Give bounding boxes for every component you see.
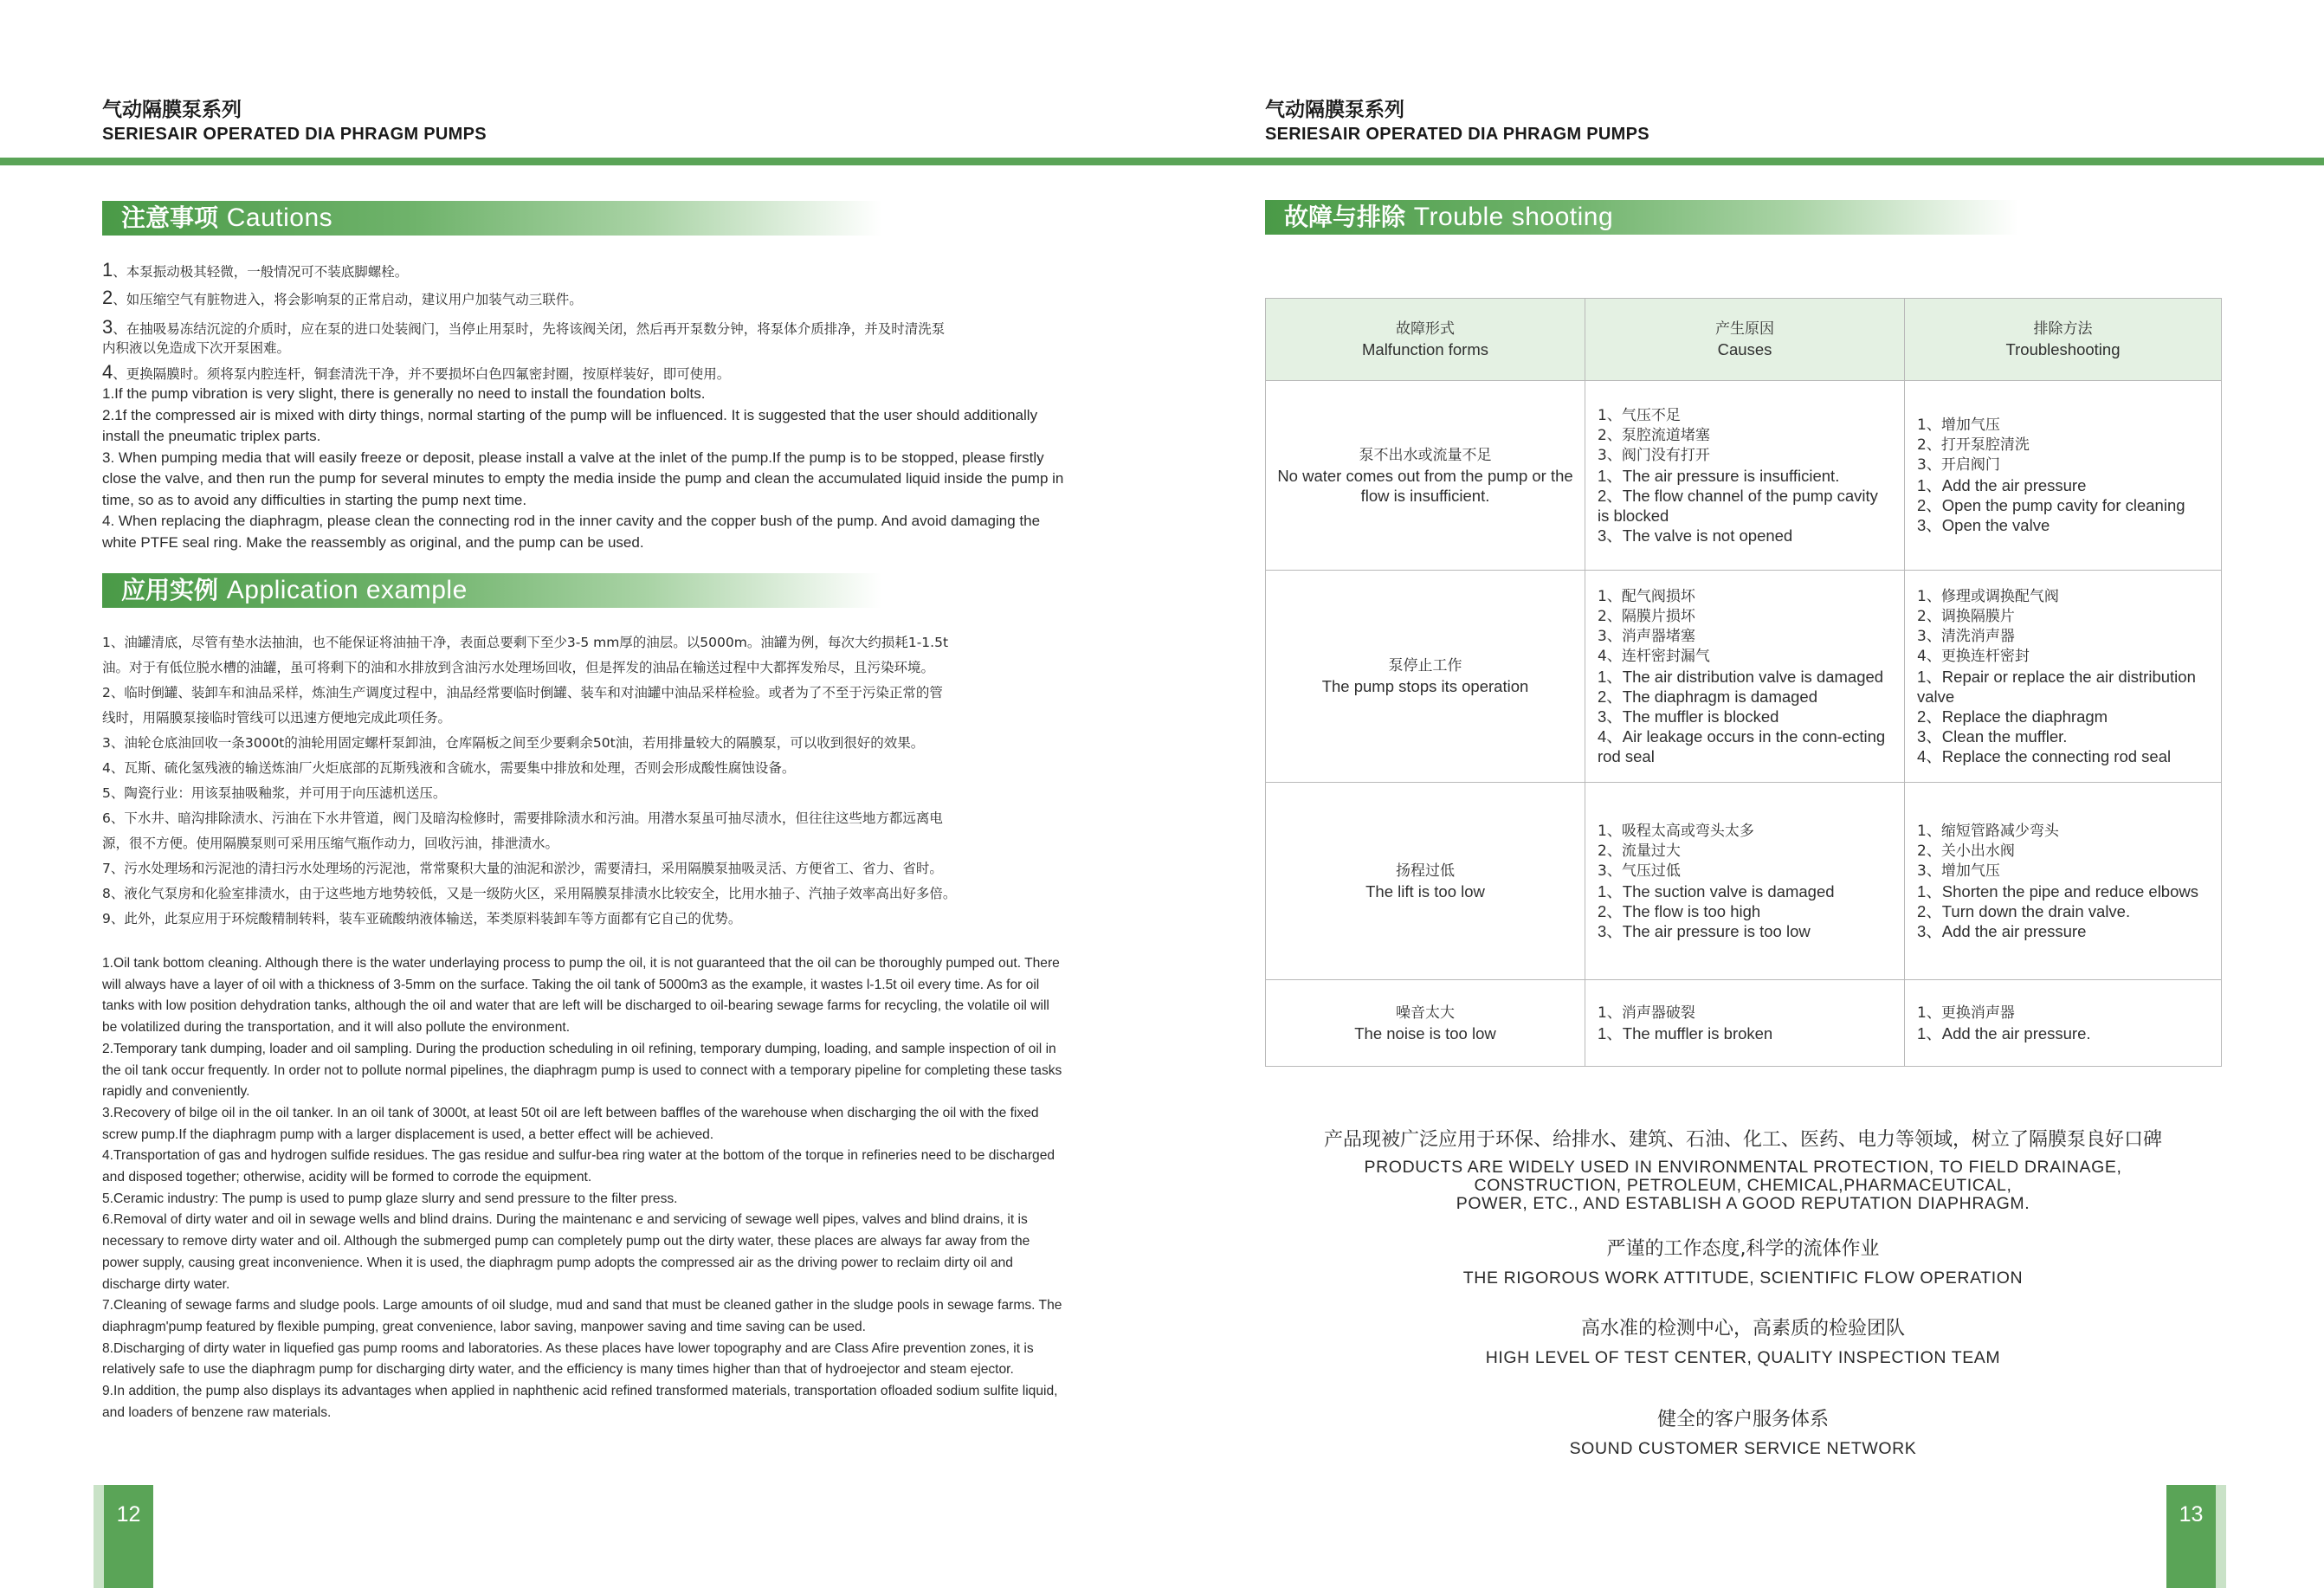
list-item: 7、污水处理场和污泥池的清扫污水处理场的污泥池，常常聚积大量的油泥和淤沙，需要清扫，采用隔膜泵抽吸灵活、方便省工、省力、省时。 <box>102 861 943 876</box>
slogan-zh: 产品现被广泛应用于环保、给排水、建筑、石油、化工、医药、电力等领域，树立了隔膜泵良好口碑 <box>1323 1129 2162 1151</box>
page-header-left <box>102 97 487 145</box>
list-item: 6、下水井、暗沟排除渍水、污油在下水井管道，阀门及暗沟检修时，需要排除渍水和污油。用潜水泵虽可抽尽渍水，但往往这些地方都远离电 <box>102 810 943 826</box>
list-item: 1、本泵振动极其轻微，一般情况可不装底脚螺栓。 <box>102 259 409 281</box>
cautions-title-en: Cautions <box>226 203 333 232</box>
table-row <box>1266 980 2222 1067</box>
list-item: 2、临时倒罐、装卸车和油品采样，炼油生产调度过程中，油品经常要临时倒罐、装车和对油罐中油品采样检验。或者为了不至于污染正常的管 <box>102 685 943 700</box>
cautions-title-zh: 注意事项 <box>121 203 219 232</box>
column-header: 产生原因 Causes <box>1585 299 1905 381</box>
slogan-zh: 健全的客户服务体系 <box>1656 1409 1829 1430</box>
list-item: 9.In addition, the pump also displays its advantages when applied in naphthenic acid refined transformed materials, transportation ofloaded sodium sulfite liquid, and loaders of benzene raw materials. <box>102 1384 1058 1420</box>
page-tab-shadow <box>2216 1485 2226 1588</box>
list-item: 4、瓦斯、硫化氢残液的输送炼油厂火炬底部的瓦斯残液和含硫水，需要集中排放和处理，否则会形成酸性腐蚀设备。 <box>102 760 796 776</box>
causes-cell: 1、吸程太高或弯头太多 2、流量过大 3、气压过低 1、The suction valve is damaged 2、The flow is too high 3、The air pressure is too low <box>1585 783 1905 980</box>
fixes-cell: 1、修理或调换配气阀 2、调换隔膜片 3、清洗消声器 4、更换连杆密封 1、Repair or replace the air distribution valve 2、Replace the diaphragm 3、Clean the muffler. 4、Replace the connecting rod seal <box>1905 571 2222 783</box>
slogan-block <box>1265 1316 2221 1367</box>
slogan-en: HIGH LEVEL OF TEST CENTER, QUALITY INSPECTION TEAM <box>1485 1348 2001 1367</box>
table-row <box>1266 571 2222 783</box>
application-zh-list <box>102 630 1068 932</box>
fixes-cell: 1、增加气压 2、打开泵腔清洗 3、开启阀门 1、Add the air pressure 2、Open the pump cavity for cleaning 3、Open the valve <box>1905 381 2222 571</box>
causes-cell: 1、配气阀损坏 2、隔膜片损坏 3、消声器堵塞 4、连杆密封漏气 1、The air distribution valve is damaged 2、The diaphragm is damaged 3、The muffler is blocked 4、Air leakage occurs in the conn-ecting rod seal <box>1585 571 1905 783</box>
slogan-en: CONSTRUCTION, PETROLEUM, CHEMICAL,PHARMACEUTICAL, <box>1474 1176 2012 1195</box>
list-item: 2.Temporary tank dumping, loader and oil sampling. During the production scheduling in oil refining, temporary dumping, loading, and sample inspection of oil in the oil tank occur frequently. In order not to pollute normal pipelines, the diaphragm pump is used to connect with a temporary pipeline for completing these tasks rapidly and conveniently. <box>102 1041 1062 1100</box>
malfunction-cell: 泵不出水或流量不足 No water comes out from the pump or the flow is insufficient. <box>1266 381 1585 571</box>
slogan-block <box>1265 1127 2221 1213</box>
list-item: 2、如压缩空气有脏物进入，将会影响泵的正常启动，建议用户加装气动三联件。 <box>102 287 583 308</box>
application-title-zh: 应用实例 <box>121 576 219 604</box>
list-item-continued: 内积液以免造成下次开泵困难。 <box>102 340 291 356</box>
cautions-zh-list <box>102 257 1068 387</box>
troubleshooting-title-zh: 故障与排除 <box>1284 203 1406 231</box>
page-tab-shadow <box>94 1485 104 1588</box>
header-divider <box>0 158 2324 165</box>
list-item: 4. When replacing the diaphragm, please clean the connecting rod in the inner cavity and the copper bush of the pump. And avoid damaging the white PTFE seal ring. Make the reassembly as original, and the pump can be used. <box>102 513 1041 551</box>
list-item: 5.Ceramic industry: The pump is used to pump glaze slurry and send pressure to the filter press. <box>102 1191 678 1206</box>
list-item: 8.Discharging of dirty water in liquefied gas pump rooms and laboratories. As these places have lower topography and are Class Afire prevention zones, it is relatively safe to use the diaphragm pump for discharging dirty water, and the efficiency is many times higher than that of hydroejector and steam ejector. <box>102 1340 1034 1378</box>
application-title-en: Application example <box>226 576 468 604</box>
slogan-en: THE RIGOROUS WORK ATTITUDE, SCIENTIFIC FLOW OPERATION <box>1462 1268 2024 1288</box>
list-item: 9、此外，此泵应用于环烷酸精制转料，装车亚硫酸纳液体输送，苯类原料装卸车等方面都有它自己的优势。 <box>102 911 742 926</box>
fixes-cell: 1、缩短管路减少弯头 2、关小出水阀 3、增加气压 1、Shorten the pipe and reduce elbows 2、Turn down the drain valve. 3、Add the air pressure <box>1905 783 2222 980</box>
list-item: 油。对于有低位脱水槽的油罐，虽可将剩下的油和水排放到含油污水处理场回收，但是挥发的油品在输送过程中大都挥发殆尽，且污染环境。 <box>102 660 935 675</box>
list-item: 1.If the pump vibration is very slight, there is generally no need to install the foundation bolts. <box>102 385 706 402</box>
list-item: 1、油罐清底，尽管有垫水法抽油，也不能保证将油抽干净，表面总要剩下至少3-5 mm厚的油层。以5000m。油罐为例，每次大约损耗1-1.5t <box>102 635 949 650</box>
slogan-zh: 严谨的工作态度,科学的流体作业 <box>1606 1238 1880 1260</box>
troubleshooting-table <box>1265 298 2222 1067</box>
header-title-en: SERIESAIR OPERATED DIA PHRAGM PUMPS <box>102 125 487 144</box>
slogan-en: POWER, ETC., AND ESTABLISH A GOOD REPUTATION DIAPHRAGM. <box>1456 1194 2030 1213</box>
list-item: 3. When pumping media that will easily freeze or deposit, please install a valve at the inlet of the pump.If the pump is to be stopped, please firstly close the valve, and then run the pump for several minutes to empty the media inside the pump and clean the accumulated liquid inside the pump in time, so as to avoid any difficulties in starting the pump next time. <box>102 449 1064 508</box>
column-header: 故障形式 Malfunction forms <box>1266 299 1585 381</box>
causes-cell: 1、气压不足 2、泵腔流道堵塞 3、阀门没有打开 1、The air pressure is insufficient. 2、The flow channel of the pump cavity is blocked 3、The valve is not opened <box>1585 381 1905 571</box>
header-title-zh: 气动隔膜泵系列 <box>1265 99 1404 121</box>
list-item: 8、液化气泵房和化验室排渍水，由于这些地方地势较低，又是一级防火区，采用隔膜泵排渍水比较安全，比用水抽子、汽抽子效率高出好多倍。 <box>102 886 957 901</box>
list-item: 3、油轮仓底油回收一条3000t的油轮用固定螺杆泵卸油，仓库隔板之间至少要剩余50t油，若用排量较大的隔膜泵，可以收到很好的效果。 <box>102 735 925 751</box>
list-item: 2.1f the compressed air is mixed with dirty things, normal starting of the pump will be influenced. It is suggested that the user should additionally install the pneumatic triplex parts. <box>102 406 1038 444</box>
page-header-right <box>1265 97 1649 145</box>
table-header-row <box>1266 299 2222 381</box>
column-header: 排除方法 Troubleshooting <box>1905 299 2222 381</box>
slogan-block <box>1265 1236 2221 1288</box>
troubleshooting-title-en: Trouble shooting <box>1413 203 1614 231</box>
list-item: 4、更换隔膜时。须将泵内腔连杆，铜套清洗干净，并不要损坏白色四氟密封圈，按原样装好，即可使用。 <box>102 361 731 383</box>
list-item: 6.Removal of dirty water and oil in sewage wells and blind drains. During the maintenanc e and servicing of sewage well pipes, valves and blind drains, it is necessary to remove dirty water and oil. Although the submerged pump can completely pump out the dirty water, these places are always far away from the power supply, causing great inconvenience. When it is used, the diaphragm pump adopts the compressed air as the driving power to reclaim dirty oil and discharge dirty water. <box>102 1212 1030 1292</box>
slogan-en: PRODUCTS ARE WIDELY USED IN ENVIRONMENTAL PROTECTION, TO FIELD DRAINAGE, <box>1364 1158 2122 1177</box>
page-number-left: 12 <box>104 1485 153 1588</box>
cautions-en-list <box>102 384 1068 553</box>
table-row <box>1266 381 2222 571</box>
application-en-list <box>102 953 1063 1423</box>
list-item: 5、陶瓷行业：用该泵抽吸釉浆，并可用于向压滤机送压。 <box>102 785 447 801</box>
malfunction-cell: 扬程过低 The lift is too low <box>1266 783 1585 980</box>
malfunction-cell: 泵停止工作 The pump stops its operation <box>1266 571 1585 783</box>
list-item: 7.Cleaning of sewage farms and sludge pools. Large amounts of oil sludge, mud and sand that must be cleaned gather in the sludge pools in sewage farms. The diaphragm'pump featured by flexible pumping, great convenience, labor saving, manpower saving and time saving can be used. <box>102 1298 1062 1334</box>
application-heading <box>102 573 881 608</box>
page-number-right: 13 <box>2166 1485 2216 1588</box>
table-row <box>1266 783 2222 980</box>
header-title-en: SERIESAIR OPERATED DIA PHRAGM PUMPS <box>1265 125 1649 144</box>
list-item: 4.Transportation of gas and hydrogen sulfide residues. The gas residue and sulfur-bea ring water at the bottom of the torque in refineries need to be discharged and disposed together; otherwise, acidity will be formed to corrode the equipment. <box>102 1148 1055 1185</box>
list-item: 3.Recovery of bilge oil in the oil tanker. In an oil tank of 3000t, at least 50t oil are left between baffles of the warehouse when discharging the oil with the fixed screw pump.If the diaphragm pump with a larger displacement is used, a better effect will be achieved. <box>102 1105 1039 1142</box>
list-item: 3、在抽吸易冻结沉淀的介质时，应在泵的进口处装阀门，当停止用泵时，先将该阀关闭，然后再开泵数分钟，将泵体介质排净，并及时清洗泵 <box>102 316 946 338</box>
malfunction-cell: 噪音太大 The noise is too low <box>1266 980 1585 1067</box>
slogan-zh: 高水准的检测中心，高素质的检验团队 <box>1580 1318 1905 1339</box>
troubleshooting-heading <box>1265 200 2018 235</box>
list-item: 1.Oil tank bottom cleaning. Although there is the water underlaying process to pump the oil, it is not guaranteed that the oil can be thoroughly pumped out. There will always have a layer of oil with a thickness of 3-5mm on the surface. Taking the oil tank of 5000m3 as the example, it wastes l-1.5t oil every time. As for oil tanks with low position dehydration tanks, although the oil and water that are left will be discharged to oil-bearing sewage farms for recycling, the volatile oil will be volatilized during the transportation, and it will also pollute the environment. <box>102 956 1060 1036</box>
cautions-heading <box>102 201 881 236</box>
list-item: 线时，用隔膜泵接临时管线可以迅速方便地完成此项任务。 <box>102 710 452 726</box>
slogan-en: SOUND CUSTOMER SERVICE NETWORK <box>1569 1439 1917 1458</box>
fixes-cell: 1、更换消声器 1、Add the air pressure. <box>1905 980 2222 1067</box>
slogan-block <box>1265 1407 2221 1458</box>
causes-cell: 1、消声器破裂 1、The muffler is broken <box>1585 980 1905 1067</box>
list-item: 源，很不方便。使用隔膜泵则可采用压缩气瓶作动力，回收污油，排泄渍水。 <box>102 836 559 851</box>
header-title-zh: 气动隔膜泵系列 <box>102 99 242 121</box>
